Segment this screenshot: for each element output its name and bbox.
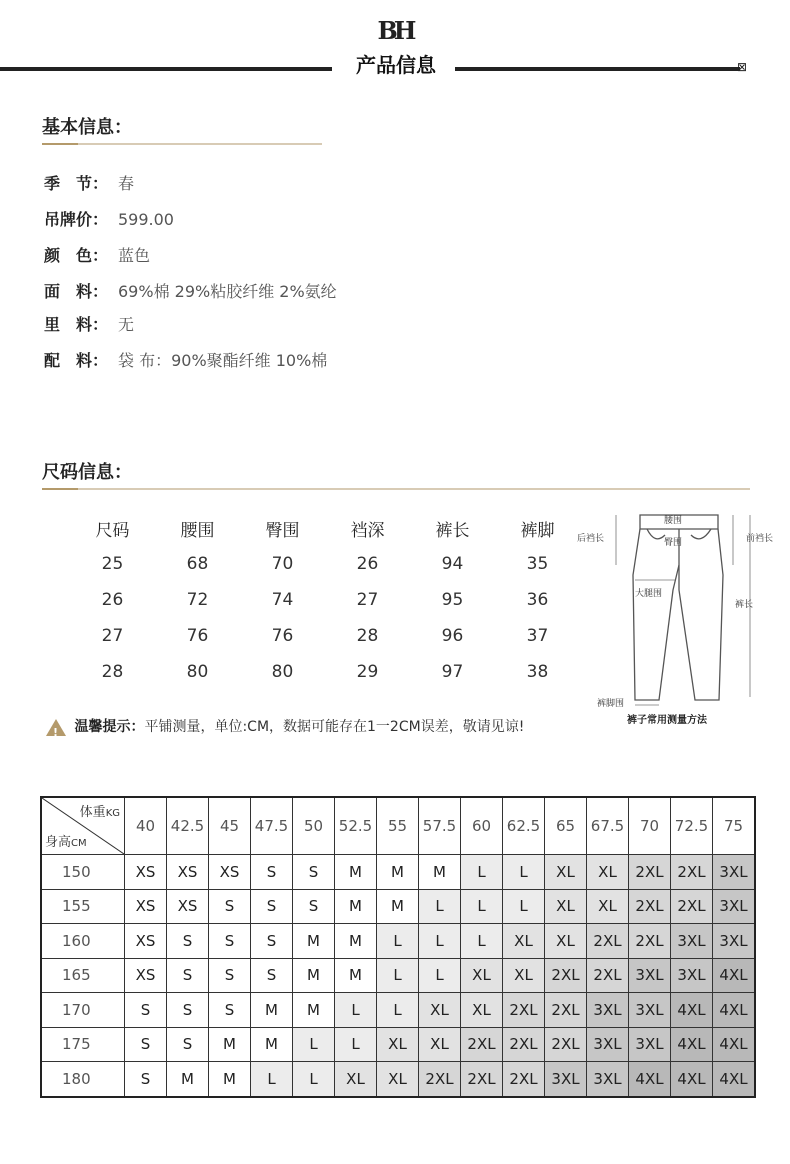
- info-row: [44, 349, 327, 373]
- size-cell: XL: [461, 993, 503, 1028]
- size-cell: S: [251, 855, 293, 890]
- size-cell: M: [167, 1062, 209, 1097]
- size-cell: 2XL: [629, 924, 671, 959]
- header-rule-right: [455, 67, 740, 71]
- size-cell: XS: [167, 889, 209, 924]
- size-cell: S: [167, 924, 209, 959]
- size-cell: S: [209, 958, 251, 993]
- size-cell: XL: [377, 1027, 419, 1062]
- table-row: [41, 924, 755, 959]
- table-cell: 36: [526, 590, 549, 610]
- size-cell: 2XL: [629, 855, 671, 890]
- height-row-header: 150: [41, 855, 125, 890]
- size-cell: S: [167, 993, 209, 1028]
- diamond-ornament-icon: ⊠: [736, 60, 748, 74]
- thigh-label: 大腿围: [635, 589, 663, 599]
- size-cell: 3XL: [629, 958, 671, 993]
- weight-column-header: 57.5: [419, 797, 461, 855]
- info-row: [44, 172, 134, 196]
- table-cell: 80: [271, 662, 294, 682]
- info-value: 69%棉 29%粘胶纤维 2%氨纶: [118, 282, 337, 301]
- info-row: [44, 313, 134, 337]
- size-cell: 2XL: [671, 855, 713, 890]
- hip-label: 臀围: [664, 538, 683, 548]
- info-label: 吊牌价：: [44, 210, 109, 229]
- size-cell: 2XL: [629, 889, 671, 924]
- size-recommendation-chart: [40, 796, 756, 1098]
- weight-column-header: 67.5: [587, 797, 629, 855]
- size-cell: 4XL: [713, 958, 756, 993]
- size-cell: XS: [209, 855, 251, 890]
- size-cell: L: [419, 958, 461, 993]
- size-cell: M: [251, 1027, 293, 1062]
- table-cell: 27: [101, 626, 124, 646]
- weight-column-header: 55: [377, 797, 419, 855]
- size-cell: 4XL: [713, 1027, 756, 1062]
- info-value: 599.00: [118, 210, 174, 229]
- size-cell: M: [293, 924, 335, 959]
- table-cell: 94: [441, 554, 464, 574]
- info-value: 袋 布：90%聚酯纤维 10%棉: [118, 351, 328, 370]
- size-cell: 4XL: [671, 993, 713, 1028]
- size-cell: XL: [335, 1062, 377, 1097]
- height-row-header: 160: [41, 924, 125, 959]
- size-cell: M: [377, 855, 419, 890]
- size-cell: S: [125, 1027, 167, 1062]
- size-cell: XL: [503, 958, 545, 993]
- weight-column-header: 62.5: [503, 797, 545, 855]
- pants-measurement-diagram: [575, 505, 780, 725]
- size-cell: M: [335, 855, 377, 890]
- size-info-title: 尺码信息：: [42, 462, 132, 483]
- table-row: [41, 1062, 755, 1097]
- size-cell: M: [377, 889, 419, 924]
- size-cell: 3XL: [713, 924, 756, 959]
- length-label: 裤长: [735, 600, 754, 610]
- size-cell: L: [419, 924, 461, 959]
- size-cell: L: [335, 1027, 377, 1062]
- table-cell: 76: [186, 626, 209, 646]
- size-table-header: 裤脚: [520, 520, 555, 541]
- weight-column-header: 50: [293, 797, 335, 855]
- info-row: [44, 208, 174, 232]
- size-table-header: 尺码: [95, 520, 130, 541]
- size-cell: S: [167, 958, 209, 993]
- waist-label: 腰围: [664, 516, 683, 526]
- size-cell: 3XL: [629, 993, 671, 1028]
- size-cell: XL: [461, 958, 503, 993]
- size-cell: XS: [125, 924, 167, 959]
- size-cell: L: [461, 855, 503, 890]
- size-cell: S: [251, 924, 293, 959]
- table-cell: 74: [271, 590, 294, 610]
- size-table-header: 裆深: [350, 520, 385, 541]
- size-cell: 3XL: [671, 924, 713, 959]
- table-cell: 68: [186, 554, 209, 574]
- size-cell: 3XL: [713, 889, 756, 924]
- size-cell: XL: [587, 889, 629, 924]
- table-cell: 29: [356, 662, 379, 682]
- table-cell: 26: [101, 590, 124, 610]
- size-cell: XL: [419, 1027, 461, 1062]
- table-row: [70, 654, 580, 690]
- weight-column-header: 47.5: [251, 797, 293, 855]
- size-cell: L: [251, 1062, 293, 1097]
- info-value: 蓝色: [118, 246, 151, 265]
- size-cell: XS: [125, 889, 167, 924]
- weight-column-header: 40: [125, 797, 167, 855]
- weight-column-header: 75: [713, 797, 756, 855]
- size-cell: 3XL: [545, 1062, 587, 1097]
- size-table-header: 裤长: [435, 520, 470, 541]
- size-cell: M: [419, 855, 461, 890]
- measurement-tip: [46, 716, 524, 738]
- size-cell: 4XL: [713, 993, 756, 1028]
- size-cell: S: [293, 855, 335, 890]
- size-cell: 2XL: [461, 1062, 503, 1097]
- size-cell: XL: [503, 924, 545, 959]
- size-cell: 2XL: [587, 958, 629, 993]
- height-axis-label: 身高CM: [45, 835, 87, 850]
- info-row: [44, 244, 150, 268]
- table-cell: 96: [441, 626, 464, 646]
- weight-column-header: 60: [461, 797, 503, 855]
- size-cell: S: [209, 889, 251, 924]
- table-cell: 70: [271, 554, 294, 574]
- weight-column-header: 70: [629, 797, 671, 855]
- size-cell: L: [377, 993, 419, 1028]
- info-value: 春: [118, 174, 135, 193]
- page-title: 产品信息: [356, 53, 436, 77]
- size-cell: S: [209, 993, 251, 1028]
- front-rise-label: 前裆长: [746, 534, 774, 544]
- table-cell: 35: [526, 554, 549, 574]
- table-row: [41, 993, 755, 1028]
- size-cell: L: [293, 1027, 335, 1062]
- table-cell: 76: [271, 626, 294, 646]
- size-cell: XL: [545, 855, 587, 890]
- size-cell: 3XL: [587, 1027, 629, 1062]
- size-cell: XL: [587, 855, 629, 890]
- size-cell: M: [209, 1027, 251, 1062]
- size-cell: 3XL: [587, 1062, 629, 1097]
- size-cell: 3XL: [713, 855, 756, 890]
- size-cell: L: [503, 855, 545, 890]
- table-cell: 37: [526, 626, 549, 646]
- size-cell: 2XL: [545, 993, 587, 1028]
- height-row-header: 165: [41, 958, 125, 993]
- info-label: 里 料：: [44, 315, 109, 334]
- size-cell: XL: [545, 924, 587, 959]
- size-cell: 2XL: [671, 889, 713, 924]
- size-cell: 4XL: [671, 1027, 713, 1062]
- size-cell: M: [335, 924, 377, 959]
- size-cell: 2XL: [545, 958, 587, 993]
- size-cell: 3XL: [587, 993, 629, 1028]
- table-row: [70, 618, 580, 654]
- table-row: [70, 546, 580, 582]
- size-cell: S: [167, 1027, 209, 1062]
- table-cell: 95: [441, 590, 464, 610]
- size-cell: L: [293, 1062, 335, 1097]
- weight-column-header: 65: [545, 797, 587, 855]
- size-cell: M: [293, 958, 335, 993]
- size-cell: XL: [419, 993, 461, 1028]
- size-cell: XL: [545, 889, 587, 924]
- table-cell: 26: [356, 554, 379, 574]
- table-cell: 72: [186, 590, 209, 610]
- size-cell: L: [461, 889, 503, 924]
- size-measurement-table: [70, 510, 580, 690]
- size-cell: 2XL: [503, 1027, 545, 1062]
- height-row-header: 175: [41, 1027, 125, 1062]
- size-cell: L: [335, 993, 377, 1028]
- tip-text: 平铺测量，单位:CM，数据可能存在1一2CM误差，敬请见谅!: [144, 719, 525, 735]
- size-cell: L: [419, 889, 461, 924]
- height-row-header: 180: [41, 1062, 125, 1097]
- basic-info-title: 基本信息：: [42, 117, 132, 138]
- weight-column-header: 72.5: [671, 797, 713, 855]
- info-row: [44, 280, 337, 304]
- size-info-divider: [42, 488, 750, 490]
- basic-info-divider: [42, 143, 322, 145]
- diagram-caption: 裤子常用测量方法: [627, 715, 707, 726]
- table-cell: 97: [441, 662, 464, 682]
- size-cell: 2XL: [461, 1027, 503, 1062]
- table-cell: 28: [356, 626, 379, 646]
- table-row: [70, 582, 580, 618]
- size-cell: XS: [125, 855, 167, 890]
- size-cell: M: [251, 993, 293, 1028]
- size-cell: 2XL: [503, 993, 545, 1028]
- info-label: 颜 色：: [44, 246, 109, 265]
- size-cell: XS: [167, 855, 209, 890]
- size-cell: L: [461, 924, 503, 959]
- size-cell: S: [125, 993, 167, 1028]
- size-cell: S: [209, 924, 251, 959]
- hem-label: 裤脚围: [597, 699, 625, 709]
- table-cell: 25: [101, 554, 124, 574]
- size-cell: M: [209, 1062, 251, 1097]
- size-cell: L: [377, 924, 419, 959]
- size-table-header: 臀围: [265, 520, 300, 541]
- info-value: 无: [118, 315, 135, 334]
- table-cell: 38: [526, 662, 549, 682]
- size-cell: S: [251, 889, 293, 924]
- size-cell: 4XL: [671, 1062, 713, 1097]
- table-cell: 80: [186, 662, 209, 682]
- table-row: [41, 958, 755, 993]
- back-rise-label: 后裆长: [577, 534, 605, 544]
- table-row: [41, 1027, 755, 1062]
- table-row: [41, 889, 755, 924]
- info-label: 面 料：: [44, 282, 109, 301]
- size-cell: 3XL: [629, 1027, 671, 1062]
- size-cell: 2XL: [503, 1062, 545, 1097]
- size-cell: S: [293, 889, 335, 924]
- size-cell: L: [377, 958, 419, 993]
- size-cell: M: [335, 889, 377, 924]
- table-cell: 28: [101, 662, 124, 682]
- height-row-header: 155: [41, 889, 125, 924]
- size-cell: 3XL: [671, 958, 713, 993]
- warning-icon: !: [46, 719, 66, 736]
- weight-column-header: 45: [209, 797, 251, 855]
- brand-logo: BH: [377, 16, 413, 45]
- weight-column-header: 42.5: [167, 797, 209, 855]
- size-cell: M: [335, 958, 377, 993]
- size-cell: S: [125, 1062, 167, 1097]
- size-cell: M: [293, 993, 335, 1028]
- weight-column-header: 52.5: [335, 797, 377, 855]
- header-rule-left: [0, 67, 332, 71]
- size-cell: L: [503, 889, 545, 924]
- size-cell: 2XL: [545, 1027, 587, 1062]
- size-cell: 2XL: [419, 1062, 461, 1097]
- table-row: [41, 855, 755, 890]
- size-table-header: 腰围: [180, 520, 215, 541]
- tip-label: 温馨提示：: [74, 719, 145, 735]
- size-cell: 2XL: [587, 924, 629, 959]
- info-label: 季 节：: [44, 174, 109, 193]
- size-cell: 4XL: [629, 1062, 671, 1097]
- size-cell: XS: [125, 958, 167, 993]
- size-cell: 4XL: [713, 1062, 756, 1097]
- table-cell: 27: [356, 590, 379, 610]
- size-cell: XL: [377, 1062, 419, 1097]
- height-row-header: 170: [41, 993, 125, 1028]
- grid-corner: [41, 797, 125, 855]
- weight-axis-label: 体重KG: [79, 805, 120, 820]
- info-label: 配 料：: [44, 351, 109, 370]
- size-cell: S: [251, 958, 293, 993]
